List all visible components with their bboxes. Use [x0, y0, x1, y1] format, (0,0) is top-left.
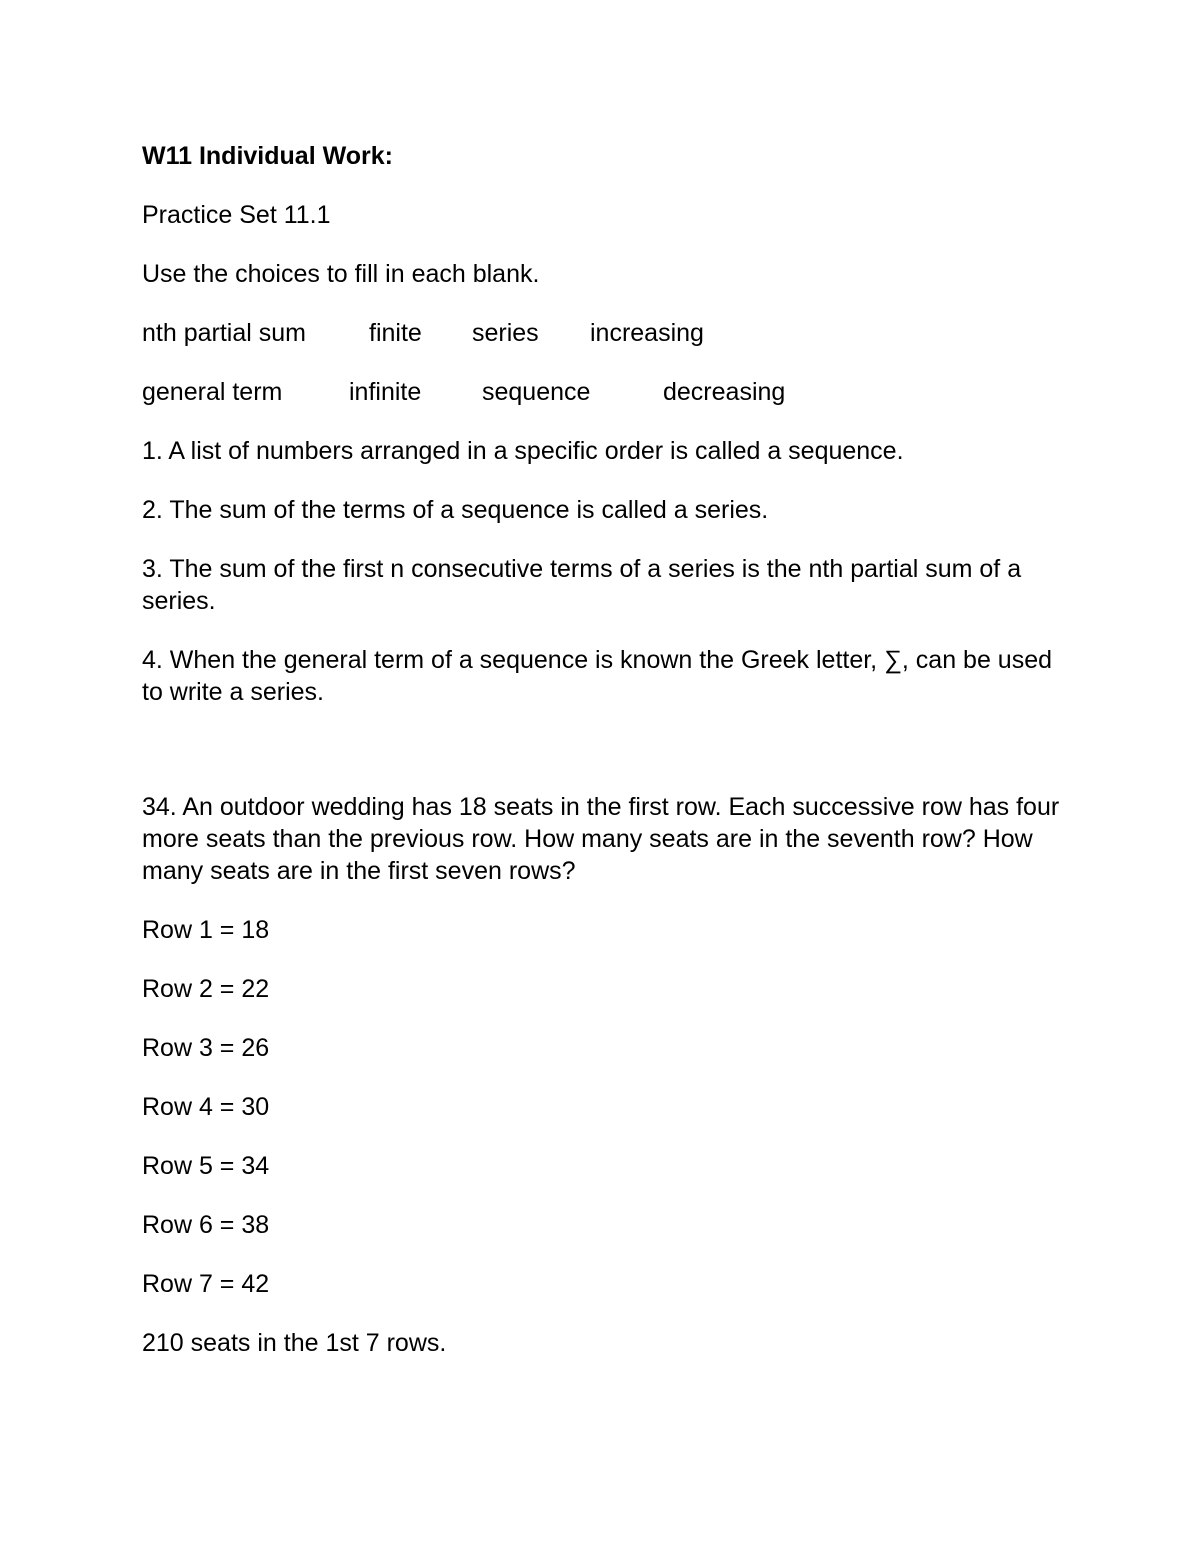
- instruction-text: Use the choices to fill in each blank.: [142, 260, 540, 288]
- choice-item: finite: [369, 319, 422, 347]
- question-1: 1. A list of numbers arranged in a specific order is called a sequence.: [142, 437, 904, 465]
- choice-item: increasing: [590, 319, 704, 347]
- choice-item: general term: [142, 378, 283, 406]
- row-answer: Row 4 = 30: [142, 1093, 270, 1121]
- question-4: 4. When the general term of a sequence is known the Greek letter, ∑, can be used to write a series.: [142, 646, 1053, 706]
- row-answer: Row 7 = 42: [142, 1270, 270, 1298]
- document-content: [142, 140, 1072, 1386]
- choice-item: decreasing: [663, 378, 786, 406]
- page-title: W11 Individual Work:: [142, 142, 393, 170]
- choice-item: series: [472, 319, 539, 347]
- question-3: 3. The sum of the first n consecutive terms of a series is the nth partial sum of a series.: [142, 555, 1022, 615]
- row-answer: Row 1 = 18: [142, 916, 270, 944]
- row-answer: Row 3 = 26: [142, 1034, 270, 1062]
- choices-row-2: [142, 376, 1072, 408]
- row-answers: [142, 914, 1072, 1300]
- choice-item: sequence: [482, 378, 591, 406]
- word-problem-34: 34. An outdoor wedding has 18 seats in the first row. Each successive row has four more seats than the previous row. How many seats are in the seventh row? How many seats are in the first seven rows?: [142, 793, 1060, 885]
- row-answer: Row 5 = 34: [142, 1152, 270, 1180]
- row-answer: Row 6 = 38: [142, 1211, 270, 1239]
- spacer: [142, 735, 1072, 791]
- question-2: 2. The sum of the terms of a sequence is called a series.: [142, 496, 769, 524]
- row-answer: Row 2 = 22: [142, 975, 270, 1003]
- conclusion-text: 210 seats in the 1st 7 rows.: [142, 1329, 447, 1357]
- choices-row-1: [142, 317, 1072, 349]
- practice-set-heading: Practice Set 11.1: [142, 201, 331, 229]
- choice-item: infinite: [349, 378, 422, 406]
- choice-item: nth partial sum: [142, 319, 306, 347]
